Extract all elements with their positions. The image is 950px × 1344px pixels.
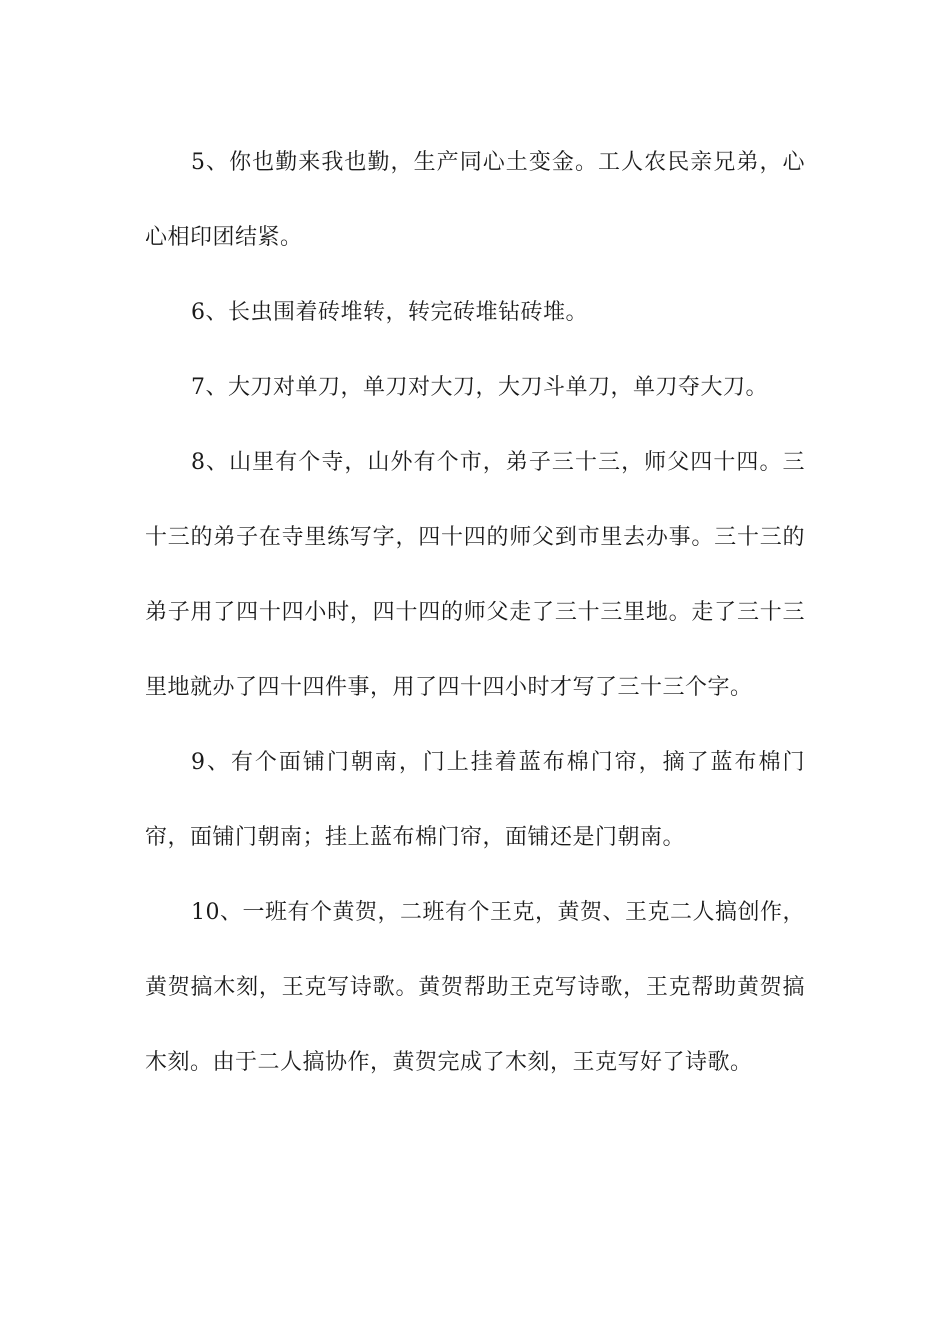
paragraph-tongue-twister-10: 10、一班有个黄贺，二班有个王克，黄贺、王克二人搞创作，黄贺搞木刻，王克写诗歌。黄贺帮助王克写诗歌，王克帮助黄贺搞木刻。由于二人搞协作，黄贺完成了木刻，王克写好了诗歌。 xyxy=(145,900,805,1075)
paragraph-tongue-twister-5: 5、你也勤来我也勤，生产同心土变金。工人农民亲兄弟，心心相印团结紧。 xyxy=(145,150,805,250)
paragraph-tongue-twister-9: 9、有个面铺门朝南，门上挂着蓝布棉门帘，摘了蓝布棉门帘，面铺门朝南；挂上蓝布棉门帘，面铺还是门朝南。 xyxy=(145,750,805,850)
document-body xyxy=(145,125,805,1100)
paragraph-tongue-twister-8: 8、山里有个寺，山外有个市，弟子三十三，师父四十四。三十三的弟子在寺里练写字，四十四的师父到市里去办事。三十三的弟子用了四十四小时，四十四的师父走了三十三里地。走了三十三里地就办了四十四件事，用了四十四小时才写了三十三个字。 xyxy=(145,450,805,700)
paragraph-tongue-twister-6: 6、长虫围着砖堆转，转完砖堆钻砖堆。 xyxy=(191,300,588,325)
paragraph-tongue-twister-7: 7、大刀对单刀，单刀对大刀，大刀斗单刀，单刀夺大刀。 xyxy=(191,375,768,400)
